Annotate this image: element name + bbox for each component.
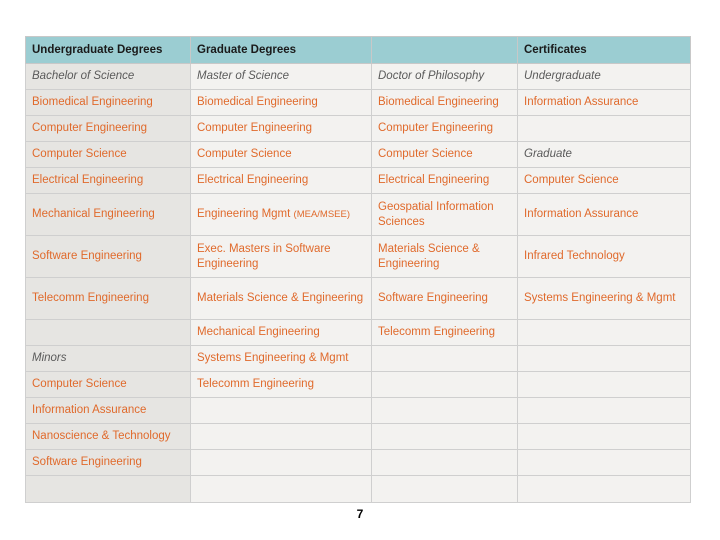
cell-text: Software Engineering: [378, 292, 488, 304]
cell-text: Electrical Engineering: [197, 174, 309, 186]
table-cell: [191, 476, 372, 503]
table-cell: [518, 64, 691, 90]
table-cell: [191, 64, 372, 90]
table-cell: [372, 90, 518, 116]
cell-text: Graduate: [524, 148, 572, 160]
table-cell: [26, 142, 191, 168]
table-cell: [191, 372, 372, 398]
cell-text: Mechanical Engineering: [32, 208, 155, 220]
header-graduate-degrees: Graduate Degrees: [191, 37, 372, 64]
cell-text: Electrical Engineering: [32, 174, 144, 186]
cell-text: Biomedical Engineering: [378, 96, 499, 108]
cell-text: Mechanical Engineering: [197, 326, 320, 338]
table-cell: [372, 372, 518, 398]
table-cell: [372, 116, 518, 142]
cell-text: Electrical Engineering: [378, 174, 490, 186]
cell-text: Computer Science: [32, 378, 127, 390]
table-cell: [26, 90, 191, 116]
table-cell: [372, 236, 518, 278]
table-cell: [518, 372, 691, 398]
cell-text: Computer Engineering: [32, 122, 148, 134]
cell-text: Exec. Masters in Software Engineering: [197, 242, 331, 270]
cell-text: Telecomm Engineering: [378, 326, 495, 338]
table-cell: [518, 424, 691, 450]
cell-text: Doctor of Philosophy: [378, 70, 485, 82]
table-cell: [518, 90, 691, 116]
cell-text: Minors: [32, 352, 67, 364]
table-cell: [518, 236, 691, 278]
table-cell: [191, 346, 372, 372]
cell-text: Software Engineering: [32, 250, 142, 262]
table-cell: [372, 424, 518, 450]
table-cell: [372, 450, 518, 476]
cell-text: Materials Science & Engineering: [197, 292, 364, 304]
table-cell: [372, 64, 518, 90]
table-cell: [518, 320, 691, 346]
table-cell: [372, 194, 518, 236]
table-cell: [191, 168, 372, 194]
table-cell: [191, 236, 372, 278]
table-row: [26, 320, 691, 346]
table-row: [26, 194, 691, 236]
cell-text: Undergraduate: [524, 70, 601, 82]
table-cell: [191, 450, 372, 476]
cell-text: Nanoscience & Technology: [32, 430, 171, 442]
cell-text: Systems Engineering & Mgmt: [524, 292, 676, 304]
table-cell: [191, 90, 372, 116]
cell-text: Information Assurance: [32, 404, 147, 416]
table-row: [26, 372, 691, 398]
table-cell: [518, 278, 691, 320]
cell-text: Computer Science: [32, 148, 127, 160]
header-row: [26, 37, 691, 64]
cell-text: Master of Science: [197, 70, 290, 82]
cell-text: Materials Science & Engineering: [378, 242, 480, 270]
table-cell: [518, 116, 691, 142]
table-cell: [518, 398, 691, 424]
table-cell: [372, 320, 518, 346]
cell-text: Biomedical Engineering: [197, 96, 318, 108]
table-cell: [191, 194, 372, 236]
table-cell: [372, 142, 518, 168]
cell-text: Biomedical Engineering: [32, 96, 153, 108]
table-row: [26, 450, 691, 476]
table-cell: [518, 142, 691, 168]
cell-text: Computer Science: [378, 148, 473, 160]
table-cell: [26, 320, 191, 346]
cell-text: Computer Science: [524, 174, 619, 186]
table-row: [26, 236, 691, 278]
table-cell: [372, 346, 518, 372]
degrees-table: [25, 36, 691, 503]
table-cell: [372, 168, 518, 194]
table-cell: [26, 372, 191, 398]
table-cell: [191, 320, 372, 346]
cell-text: Computer Science: [197, 148, 292, 160]
cell-text: Computer Engineering: [378, 122, 494, 134]
table-row: [26, 278, 691, 320]
table-cell: [26, 398, 191, 424]
table-cell: [191, 142, 372, 168]
cell-text: Telecomm Engineering: [197, 378, 314, 390]
cell-note: (MEA/MSEE): [293, 209, 351, 220]
cell-text: Software Engineering: [32, 456, 142, 468]
table-cell: [26, 168, 191, 194]
header-certificates: Certificates: [518, 37, 691, 64]
table-row: [26, 424, 691, 450]
header-graduate-degrees-cont: [372, 37, 518, 64]
page-number: 7: [356, 507, 364, 521]
header-undergraduate-degrees: Undergraduate Degrees: [26, 37, 191, 64]
table-cell: [26, 194, 191, 236]
table-cell: [26, 450, 191, 476]
table-cell: [26, 346, 191, 372]
table-row: [26, 142, 691, 168]
table-cell: [518, 168, 691, 194]
cell-text: Computer Engineering: [197, 122, 313, 134]
table-cell: [191, 398, 372, 424]
table-cell: [518, 194, 691, 236]
table-cell: [372, 476, 518, 503]
table-row: [26, 168, 691, 194]
cell-text: Information Assurance: [524, 96, 639, 108]
table-cell: [191, 116, 372, 142]
cell-text: Bachelor of Science: [32, 70, 135, 82]
cell-text: Systems Engineering & Mgmt: [197, 352, 349, 364]
table-cell: [191, 278, 372, 320]
table-row: [26, 64, 691, 90]
table-cell: [191, 424, 372, 450]
table-row: [26, 398, 691, 424]
cell-text: Geospatial Information Sciences: [378, 200, 494, 228]
cell-text: Telecomm Engineering: [32, 292, 149, 304]
cell-text: Engineering Mgmt: [197, 208, 291, 220]
table-cell: [372, 398, 518, 424]
cell-text: Infrared Technology: [524, 250, 625, 262]
table-cell: [518, 450, 691, 476]
table-cell: [26, 424, 191, 450]
table-cell: [26, 476, 191, 503]
table-cell: [518, 476, 691, 503]
cell-text: Information Assurance: [524, 208, 639, 220]
table-cell: [26, 236, 191, 278]
table-row: [26, 116, 691, 142]
table-cell: [26, 278, 191, 320]
table-body: [26, 64, 691, 503]
table-cell: [372, 278, 518, 320]
table-cell: [26, 64, 191, 90]
table-cell: [26, 116, 191, 142]
table-row: [26, 90, 691, 116]
table-row: [26, 346, 691, 372]
table-cell: [518, 346, 691, 372]
table-row: [26, 476, 691, 503]
